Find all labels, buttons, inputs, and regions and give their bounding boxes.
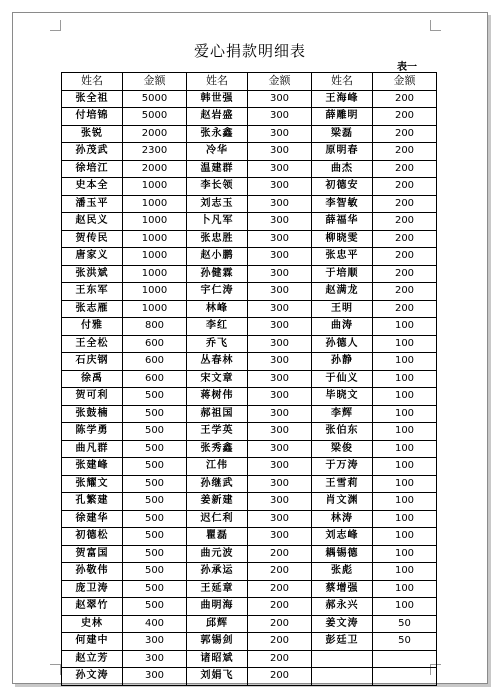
donor-name-cell: 李辉 [312,405,373,423]
donor-name-cell: 徐禹 [62,370,123,388]
donor-name-cell: 张洪斌 [62,265,123,283]
amount-cell: 500 [123,458,187,476]
header-name: 姓名 [187,73,248,91]
table-row [62,195,437,213]
table-row [62,580,437,598]
donor-name-cell: 王明 [312,300,373,318]
amount-cell: 300 [248,335,312,353]
donor-name-cell: 梁磊 [312,125,373,143]
amount-cell: 1000 [123,283,187,301]
donor-name-cell: 蒋树伟 [187,388,248,406]
donor-name-cell: 贺富国 [62,545,123,563]
amount-cell: 1000 [123,213,187,231]
amount-cell: 300 [248,178,312,196]
amount-cell: 100 [373,510,437,528]
donor-name-cell: 何建中 [62,633,123,651]
amount-cell: 50 [373,615,437,633]
table-row [62,545,437,563]
amount-cell: 500 [123,475,187,493]
table-row [62,108,437,126]
donor-name-cell: 赵民义 [62,213,123,231]
amount-cell: 100 [373,598,437,616]
amount-cell: 500 [123,580,187,598]
amount-cell: 800 [123,318,187,336]
amount-cell [373,668,437,686]
amount-cell: 300 [248,248,312,266]
amount-cell: 2000 [123,160,187,178]
donor-name-cell: 曲杰 [312,160,373,178]
header-name: 姓名 [312,73,373,91]
donor-name-cell: 宋文章 [187,370,248,388]
donor-name-cell: 赵翠竹 [62,598,123,616]
amount-cell: 2300 [123,143,187,161]
amount-cell: 100 [373,475,437,493]
amount-cell: 200 [373,230,437,248]
amount-cell: 200 [373,265,437,283]
donor-name-cell: 陈学勇 [62,423,123,441]
amount-cell: 300 [248,160,312,178]
donor-name-cell: 唐家义 [62,248,123,266]
donor-name-cell: 姜新建 [187,493,248,511]
table-row [62,143,437,161]
donor-name-cell: 王东军 [62,283,123,301]
donor-name-cell: 卜凡军 [187,213,248,231]
donor-name-cell: 李智敏 [312,195,373,213]
table-row [62,405,437,423]
amount-cell: 200 [248,545,312,563]
donor-name-cell: 孙茂武 [62,143,123,161]
table-note: 表一 [397,62,417,73]
amount-cell: 1000 [123,195,187,213]
donor-name-cell: 刘娟飞 [187,668,248,686]
donor-name-cell: 毕晓文 [312,388,373,406]
header-name: 姓名 [62,73,123,91]
donor-name-cell: 赵小鹏 [187,248,248,266]
amount-cell: 300 [248,458,312,476]
donor-name-cell: 王雪莉 [312,475,373,493]
crop-mark-top-left [50,20,61,31]
amount-cell: 200 [373,90,437,108]
donor-name-cell: 曲元波 [187,545,248,563]
donor-name-cell: 于仙义 [312,370,373,388]
amount-cell: 300 [248,510,312,528]
crop-mark-top-right [430,20,441,31]
amount-cell: 200 [373,195,437,213]
amount-cell: 300 [248,475,312,493]
table-row [62,125,437,143]
amount-cell: 100 [373,335,437,353]
table-row [62,493,437,511]
table-row [62,178,437,196]
amount-cell: 300 [248,143,312,161]
table-row [62,423,437,441]
donor-name-cell: 李长领 [187,178,248,196]
amount-cell: 200 [373,300,437,318]
donor-name-cell: 曲凡群 [62,440,123,458]
donor-name-cell: 孙静 [312,353,373,371]
amount-cell: 200 [248,633,312,651]
amount-cell: 500 [123,598,187,616]
donor-name-cell: 郝永兴 [312,598,373,616]
page-title: 爱心捐款明细表 [193,42,306,60]
amount-cell: 100 [373,318,437,336]
table-row [62,370,437,388]
table-row [62,615,437,633]
donor-name-cell: 张鼓楠 [62,405,123,423]
donation-table [61,72,437,686]
amount-cell: 500 [123,405,187,423]
amount-cell: 200 [373,108,437,126]
donor-name-cell: 孙健霖 [187,265,248,283]
donor-name-cell: 初德安 [312,178,373,196]
donor-name-cell: 史本全 [62,178,123,196]
donor-name-cell: 王海峰 [312,90,373,108]
donor-name-cell: 张秀鑫 [187,440,248,458]
donor-name-cell: 赵岩盛 [187,108,248,126]
donor-name-cell: 邱辉 [187,615,248,633]
amount-cell: 500 [123,563,187,581]
table-row [62,598,437,616]
donor-name-cell: 孙德人 [312,335,373,353]
table-row [62,90,437,108]
amount-cell: 1000 [123,178,187,196]
amount-cell: 300 [248,300,312,318]
table-row [62,248,437,266]
amount-cell: 500 [123,388,187,406]
donor-name-cell: 王全松 [62,335,123,353]
donor-name-cell: 付雅 [62,318,123,336]
amount-cell: 200 [373,143,437,161]
amount-cell: 100 [373,528,437,546]
table-row [62,335,437,353]
donor-name-cell: 徐培江 [62,160,123,178]
donor-name-cell: 张全祖 [62,90,123,108]
donor-name-cell: 乔飞 [187,335,248,353]
amount-cell: 300 [123,668,187,686]
donor-name-cell: 张建峰 [62,458,123,476]
amount-cell: 200 [373,213,437,231]
amount-cell: 300 [248,423,312,441]
amount-cell: 200 [248,580,312,598]
amount-cell: 500 [123,493,187,511]
donor-name-cell: 彭廷卫 [312,633,373,651]
table-row [62,668,437,686]
donor-name-cell: 李红 [187,318,248,336]
donor-name-cell: 石庆钢 [62,353,123,371]
amount-cell: 300 [123,633,187,651]
donor-name-cell [312,650,373,668]
amount-cell: 100 [373,458,437,476]
amount-cell: 300 [248,388,312,406]
header-row [62,73,437,91]
amount-cell: 300 [248,265,312,283]
amount-cell: 1000 [123,230,187,248]
donor-name-cell: 韩世强 [187,90,248,108]
donor-name-cell: 耦锡德 [312,545,373,563]
donor-name-cell: 庞卫涛 [62,580,123,598]
table-row [62,230,437,248]
table-row [62,388,437,406]
donor-name-cell: 姜文涛 [312,615,373,633]
amount-cell: 100 [373,423,437,441]
amount-cell: 100 [373,580,437,598]
amount-cell: 500 [123,423,187,441]
donor-name-cell: 潘玉平 [62,195,123,213]
donor-name-cell: 史林 [62,615,123,633]
donor-name-cell: 王学英 [187,423,248,441]
amount-cell: 100 [373,440,437,458]
amount-cell: 100 [373,493,437,511]
table-row [62,633,437,651]
amount-cell: 200 [248,650,312,668]
amount-cell: 5000 [123,90,187,108]
amount-cell: 200 [248,668,312,686]
donor-name-cell: 宇仁涛 [187,283,248,301]
header-amount: 金额 [248,73,312,91]
donor-name-cell: 赵满龙 [312,283,373,301]
donor-name-cell: 张永鑫 [187,125,248,143]
table-body [62,90,437,685]
table-row [62,475,437,493]
amount-cell: 300 [123,650,187,668]
donor-name-cell: 肖文渊 [312,493,373,511]
donor-name-cell: 孙敬伟 [62,563,123,581]
amount-cell: 100 [373,388,437,406]
donor-name-cell: 林涛 [312,510,373,528]
table-row [62,458,437,476]
table-row [62,650,437,668]
donor-name-cell: 郭锡剑 [187,633,248,651]
amount-cell: 300 [248,213,312,231]
donor-name-cell: 丛春林 [187,353,248,371]
amount-cell: 300 [248,195,312,213]
table-row [62,213,437,231]
table-row [62,528,437,546]
amount-cell: 300 [248,353,312,371]
amount-cell: 600 [123,370,187,388]
donor-name-cell: 薛福华 [312,213,373,231]
donor-name-cell: 迟仁利 [187,510,248,528]
crop-mark-bottom-left [50,664,61,675]
donor-name-cell: 孙继武 [187,475,248,493]
donor-name-cell: 刘志峰 [312,528,373,546]
amount-cell: 1000 [123,300,187,318]
donor-name-cell: 刘志玉 [187,195,248,213]
donor-name-cell: 赵立芳 [62,650,123,668]
donor-name-cell: 初德松 [62,528,123,546]
amount-cell: 300 [248,230,312,248]
donor-name-cell: 温建群 [187,160,248,178]
donor-name-cell: 曲涛 [312,318,373,336]
donor-name-cell: 张锐 [62,125,123,143]
table-row [62,318,437,336]
amount-cell: 300 [248,440,312,458]
donor-name-cell: 孔繁建 [62,493,123,511]
table-row [62,283,437,301]
donor-name-cell: 张耀文 [62,475,123,493]
donor-name-cell: 薛雕明 [312,108,373,126]
amount-cell: 50 [373,633,437,651]
amount-cell: 300 [248,318,312,336]
amount-cell: 300 [248,283,312,301]
donor-name-cell: 贺可利 [62,388,123,406]
amount-cell: 300 [248,108,312,126]
amount-cell: 500 [123,440,187,458]
amount-cell: 100 [373,405,437,423]
amount-cell: 600 [123,335,187,353]
amount-cell: 100 [373,353,437,371]
amount-cell: 300 [248,90,312,108]
amount-cell: 100 [373,563,437,581]
amount-cell: 300 [248,493,312,511]
donor-name-cell [312,668,373,686]
donor-name-cell: 曲明海 [187,598,248,616]
amount-cell: 200 [373,283,437,301]
donor-name-cell: 张忠胜 [187,230,248,248]
amount-cell: 200 [373,178,437,196]
amount-cell: 200 [373,125,437,143]
donor-name-cell: 张伯东 [312,423,373,441]
donor-name-cell: 郝祖国 [187,405,248,423]
amount-cell: 300 [248,405,312,423]
amount-cell: 500 [123,528,187,546]
amount-cell: 2000 [123,125,187,143]
amount-cell: 300 [248,370,312,388]
amount-cell: 5000 [123,108,187,126]
donor-name-cell: 冷华 [187,143,248,161]
amount-cell: 500 [123,545,187,563]
donor-name-cell: 贺传民 [62,230,123,248]
table-row [62,510,437,528]
donor-name-cell: 孙承运 [187,563,248,581]
table-row [62,563,437,581]
amount-cell: 200 [248,598,312,616]
header-amount: 金额 [123,73,187,91]
amount-cell: 1000 [123,248,187,266]
donor-name-cell: 孙文涛 [62,668,123,686]
donor-name-cell: 于万涛 [312,458,373,476]
table-row [62,440,437,458]
donor-name-cell: 柳晓雯 [312,230,373,248]
table-row [62,353,437,371]
donor-name-cell: 原明春 [312,143,373,161]
header-amount: 金额 [373,73,437,91]
donor-name-cell: 张志雁 [62,300,123,318]
amount-cell: 200 [248,615,312,633]
table-row [62,265,437,283]
donor-name-cell: 江伟 [187,458,248,476]
amount-cell: 500 [123,510,187,528]
amount-cell: 100 [373,370,437,388]
donor-name-cell: 蔡增强 [312,580,373,598]
amount-cell: 100 [373,545,437,563]
amount-cell: 200 [373,160,437,178]
amount-cell: 1000 [123,265,187,283]
donor-name-cell: 于培顺 [312,265,373,283]
amount-cell: 200 [373,248,437,266]
donor-name-cell: 王延章 [187,580,248,598]
donor-name-cell: 梁俊 [312,440,373,458]
table-row [62,300,437,318]
donor-name-cell: 徐建华 [62,510,123,528]
donor-name-cell: 诸昭斌 [187,650,248,668]
amount-cell [373,650,437,668]
donor-name-cell: 张忠平 [312,248,373,266]
amount-cell: 300 [248,125,312,143]
donor-name-cell: 张彪 [312,563,373,581]
donor-name-cell: 林峰 [187,300,248,318]
donor-name-cell: 瞿磊 [187,528,248,546]
donor-name-cell: 付培锦 [62,108,123,126]
table-row [62,160,437,178]
amount-cell: 300 [248,528,312,546]
amount-cell: 400 [123,615,187,633]
amount-cell: 200 [248,563,312,581]
amount-cell: 600 [123,353,187,371]
